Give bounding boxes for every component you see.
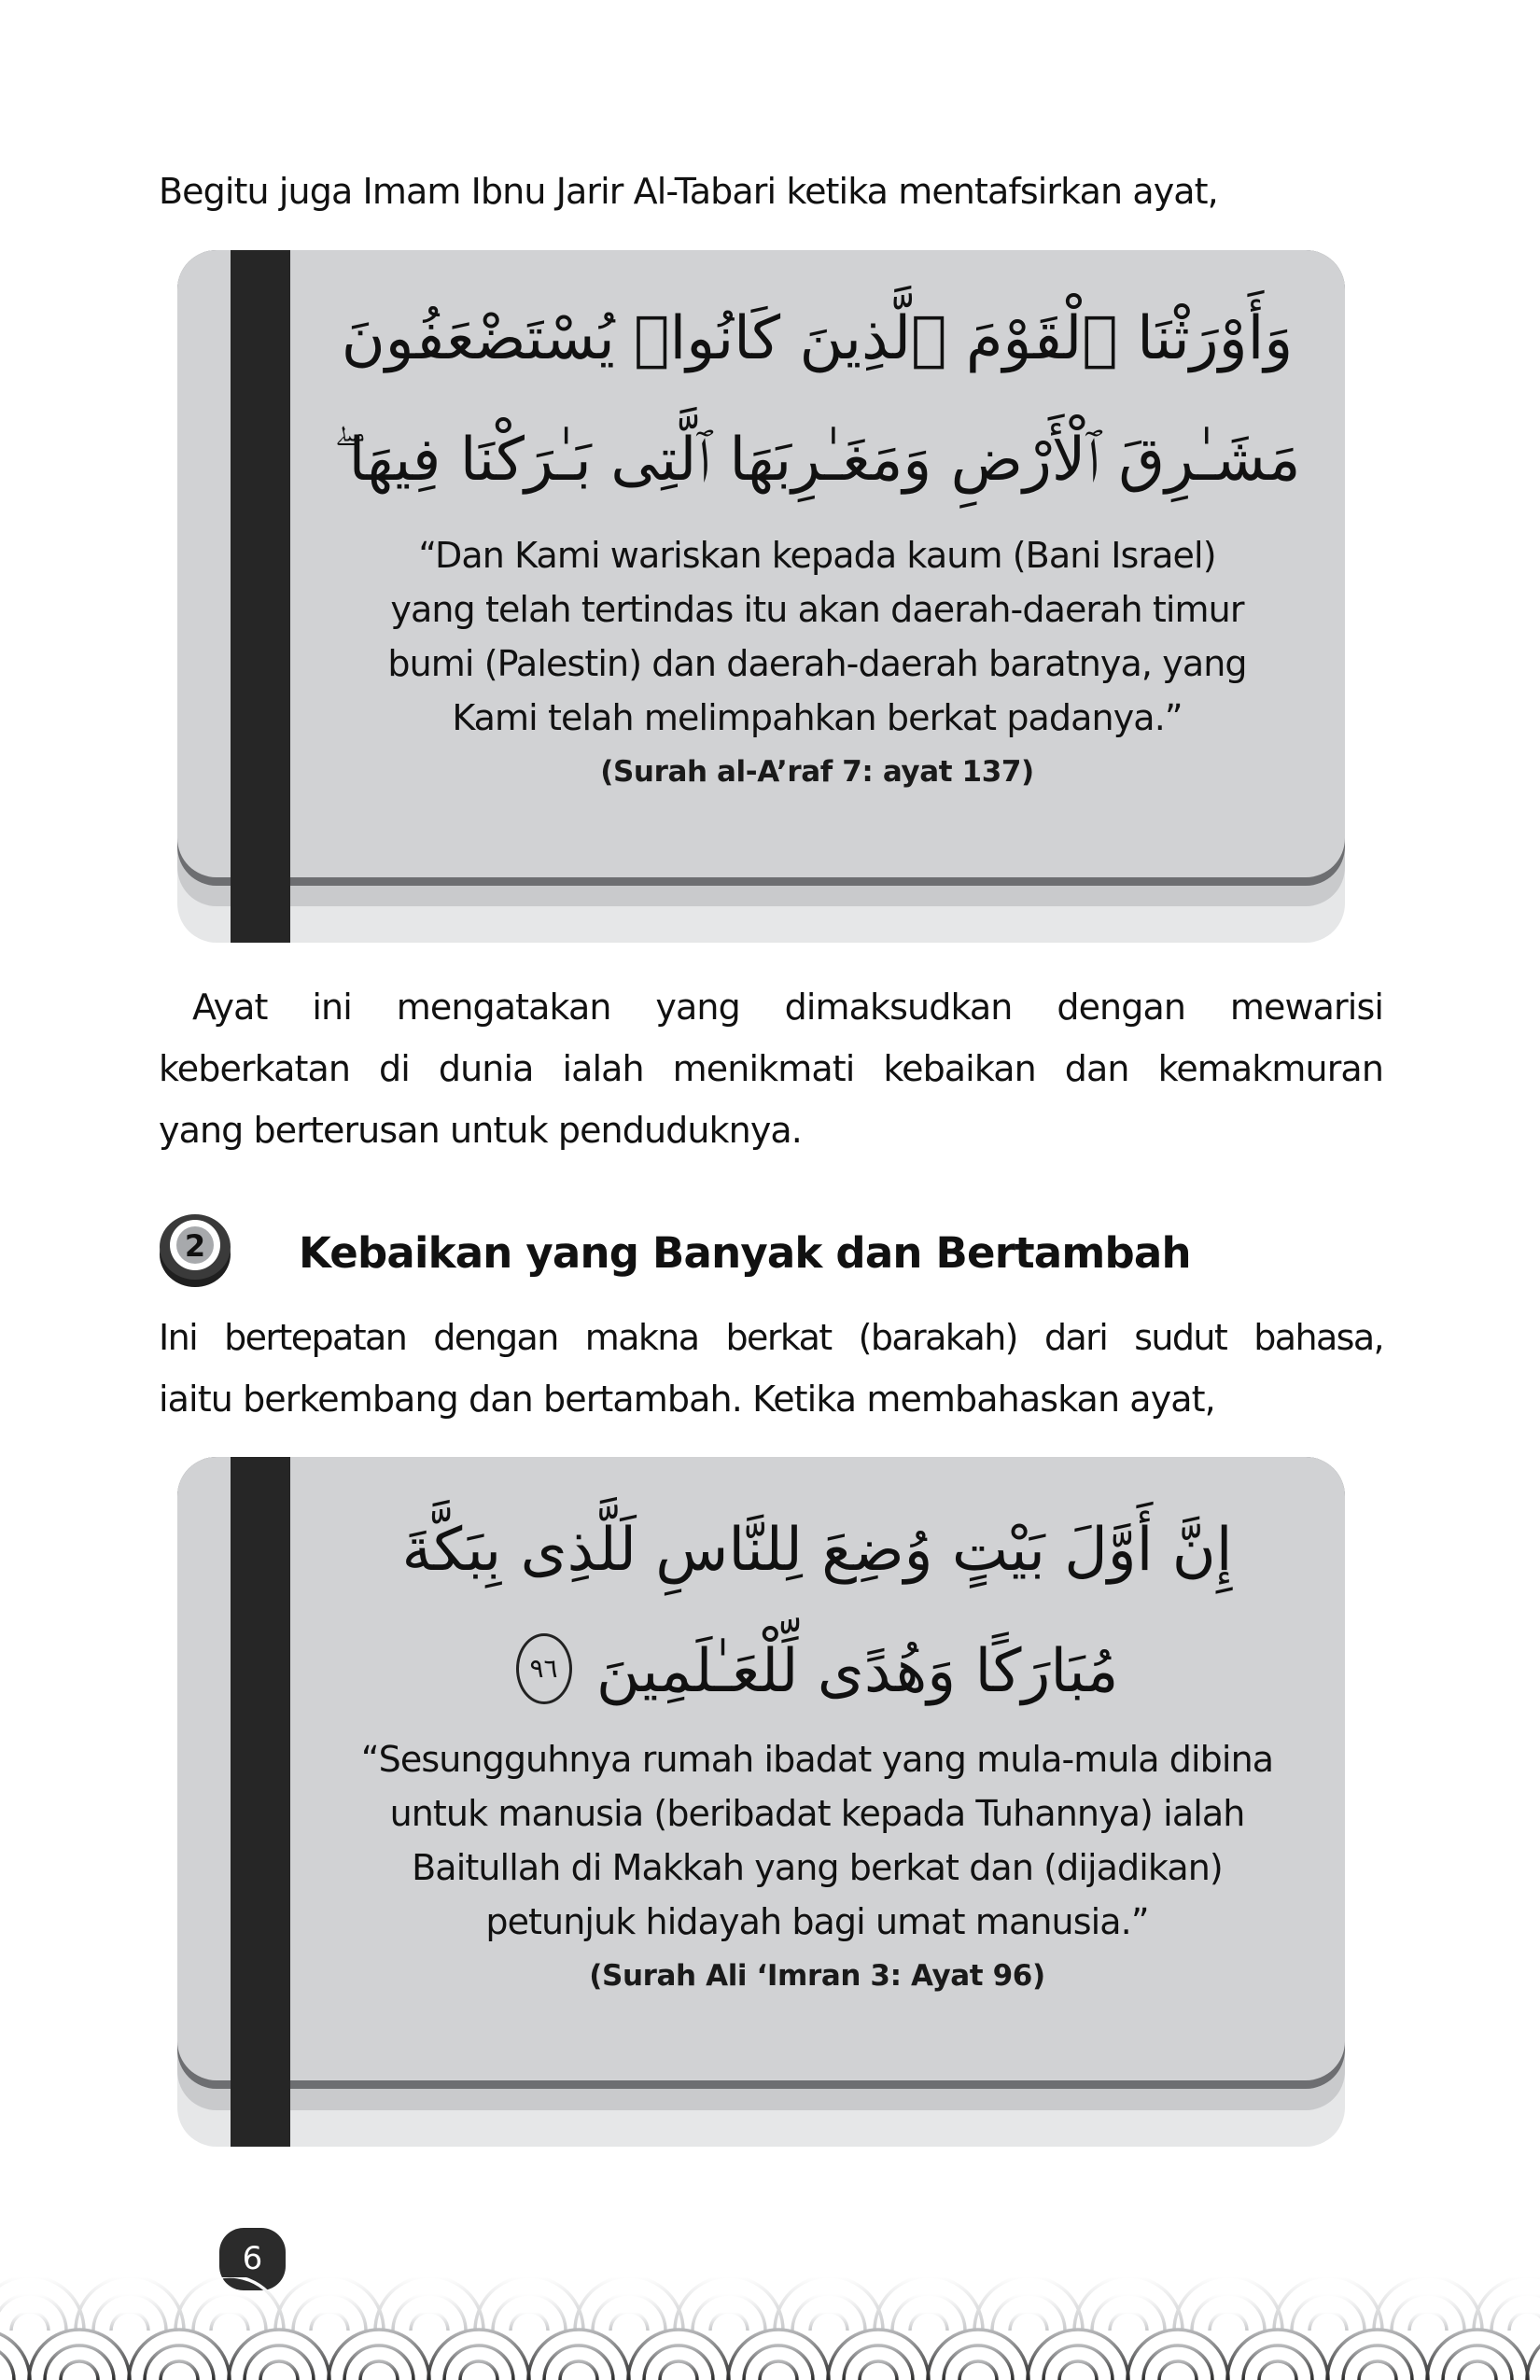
arabic-verse-line (299, 1611, 1336, 1732)
translation-line: bumi (Palestin) dan daerah-daerah baratnya, yang (387, 643, 1247, 684)
arabic-verse-line: إِنَّ أَوَّلَ بَيْتٍ وُضِعَ لِلنَّاسِ لَلَّذِى بِبَكَّةَ (401, 1516, 1233, 1585)
quote-card-araf (177, 250, 1345, 943)
quote-content (299, 1490, 1336, 1999)
verse-number-ornament-icon: ٩٦ (516, 1633, 572, 1704)
translation-line: yang telah tertindas itu akan daerah-daerah timur (390, 589, 1244, 630)
paragraph-line: Ini bertepatan dengan makna berkat (barakah) dari sudut bahasa, (159, 1317, 1383, 1358)
arabic-verse-text: مُبَارَكًا وَهُدًى لِّلْعَـٰلَمِينَ (595, 1637, 1119, 1706)
quote-card-ali-imran (177, 1457, 1345, 2147)
verse-translation (299, 1732, 1336, 1949)
footer-arch-pattern-icon (0, 2277, 1540, 2380)
translation-line: “Sesungguhnya rumah ibadat yang mula-mula dibina (360, 1739, 1274, 1780)
translation-line: petunjuk hidayah bagi umat manusia.” (485, 1901, 1149, 1942)
verse-citation: (Surah Ali ‘Imran 3: Ayat 96) (589, 1959, 1045, 1993)
footer-arch-row-dark (0, 2330, 1540, 2380)
explanation-paragraph (159, 976, 1383, 1161)
verse-translation (299, 528, 1336, 745)
translation-line: untuk manusia (beribadat kepada Tuhannya) ialah (389, 1793, 1245, 1834)
paragraph-line: iaitu berkembang dan bertambah. Ketika membahaskan ayat, (159, 1379, 1215, 1420)
paragraph-line: keberkatan di dunia ialah menikmati kebaikan dan kemakmuran (159, 1048, 1383, 1089)
translation-line: Baitullah di Makkah yang berkat dan (dijadikan) (412, 1847, 1223, 1888)
section-heading: Kebaikan yang Banyak dan Bertambah (299, 1228, 1191, 1278)
card-bookmark-strip (231, 1457, 290, 2147)
translation-line: “Dan Kami wariskan kepada kaum (Bani Israel) (418, 535, 1216, 576)
arabic-verse-line: وَأَوْرَثْنَا ٱلْقَوْمَ ٱلَّذِينَ كَانُوا۟ يُسْتَضْعَفُونَ (341, 304, 1294, 373)
section-number-badge (157, 1211, 233, 1288)
verse-citation: (Surah al-A’raf 7: ayat 137) (600, 755, 1034, 789)
intro-line: Begitu juga Imam Ibnu Jarir Al-Tabari ketika mentafsirkan ayat, (159, 171, 1218, 212)
intro-paragraph (159, 161, 1383, 222)
card-bookmark-strip (231, 250, 290, 943)
section-paragraph (159, 1307, 1383, 1430)
section-number: 2 (184, 1228, 206, 1264)
quote-content (299, 278, 1336, 795)
arabic-verse-line: مَشَـٰرِقَ ٱلْأَرْضِ وَمَغَـٰرِبَهَا ٱلَّتِى بَـٰرَكْنَا فِيهَا ۖ (333, 426, 1301, 495)
translation-line: Kami telah melimpahkan berkat padanya.” (452, 697, 1183, 738)
footer-arch-row-light (0, 2277, 1540, 2331)
page-number-badge: 6 (219, 2228, 286, 2290)
paragraph-line: Ayat ini mengatakan yang dimaksudkan dengan mewarisi (192, 987, 1383, 1028)
paragraph-line: yang berterusan untuk penduduknya. (159, 1110, 802, 1151)
